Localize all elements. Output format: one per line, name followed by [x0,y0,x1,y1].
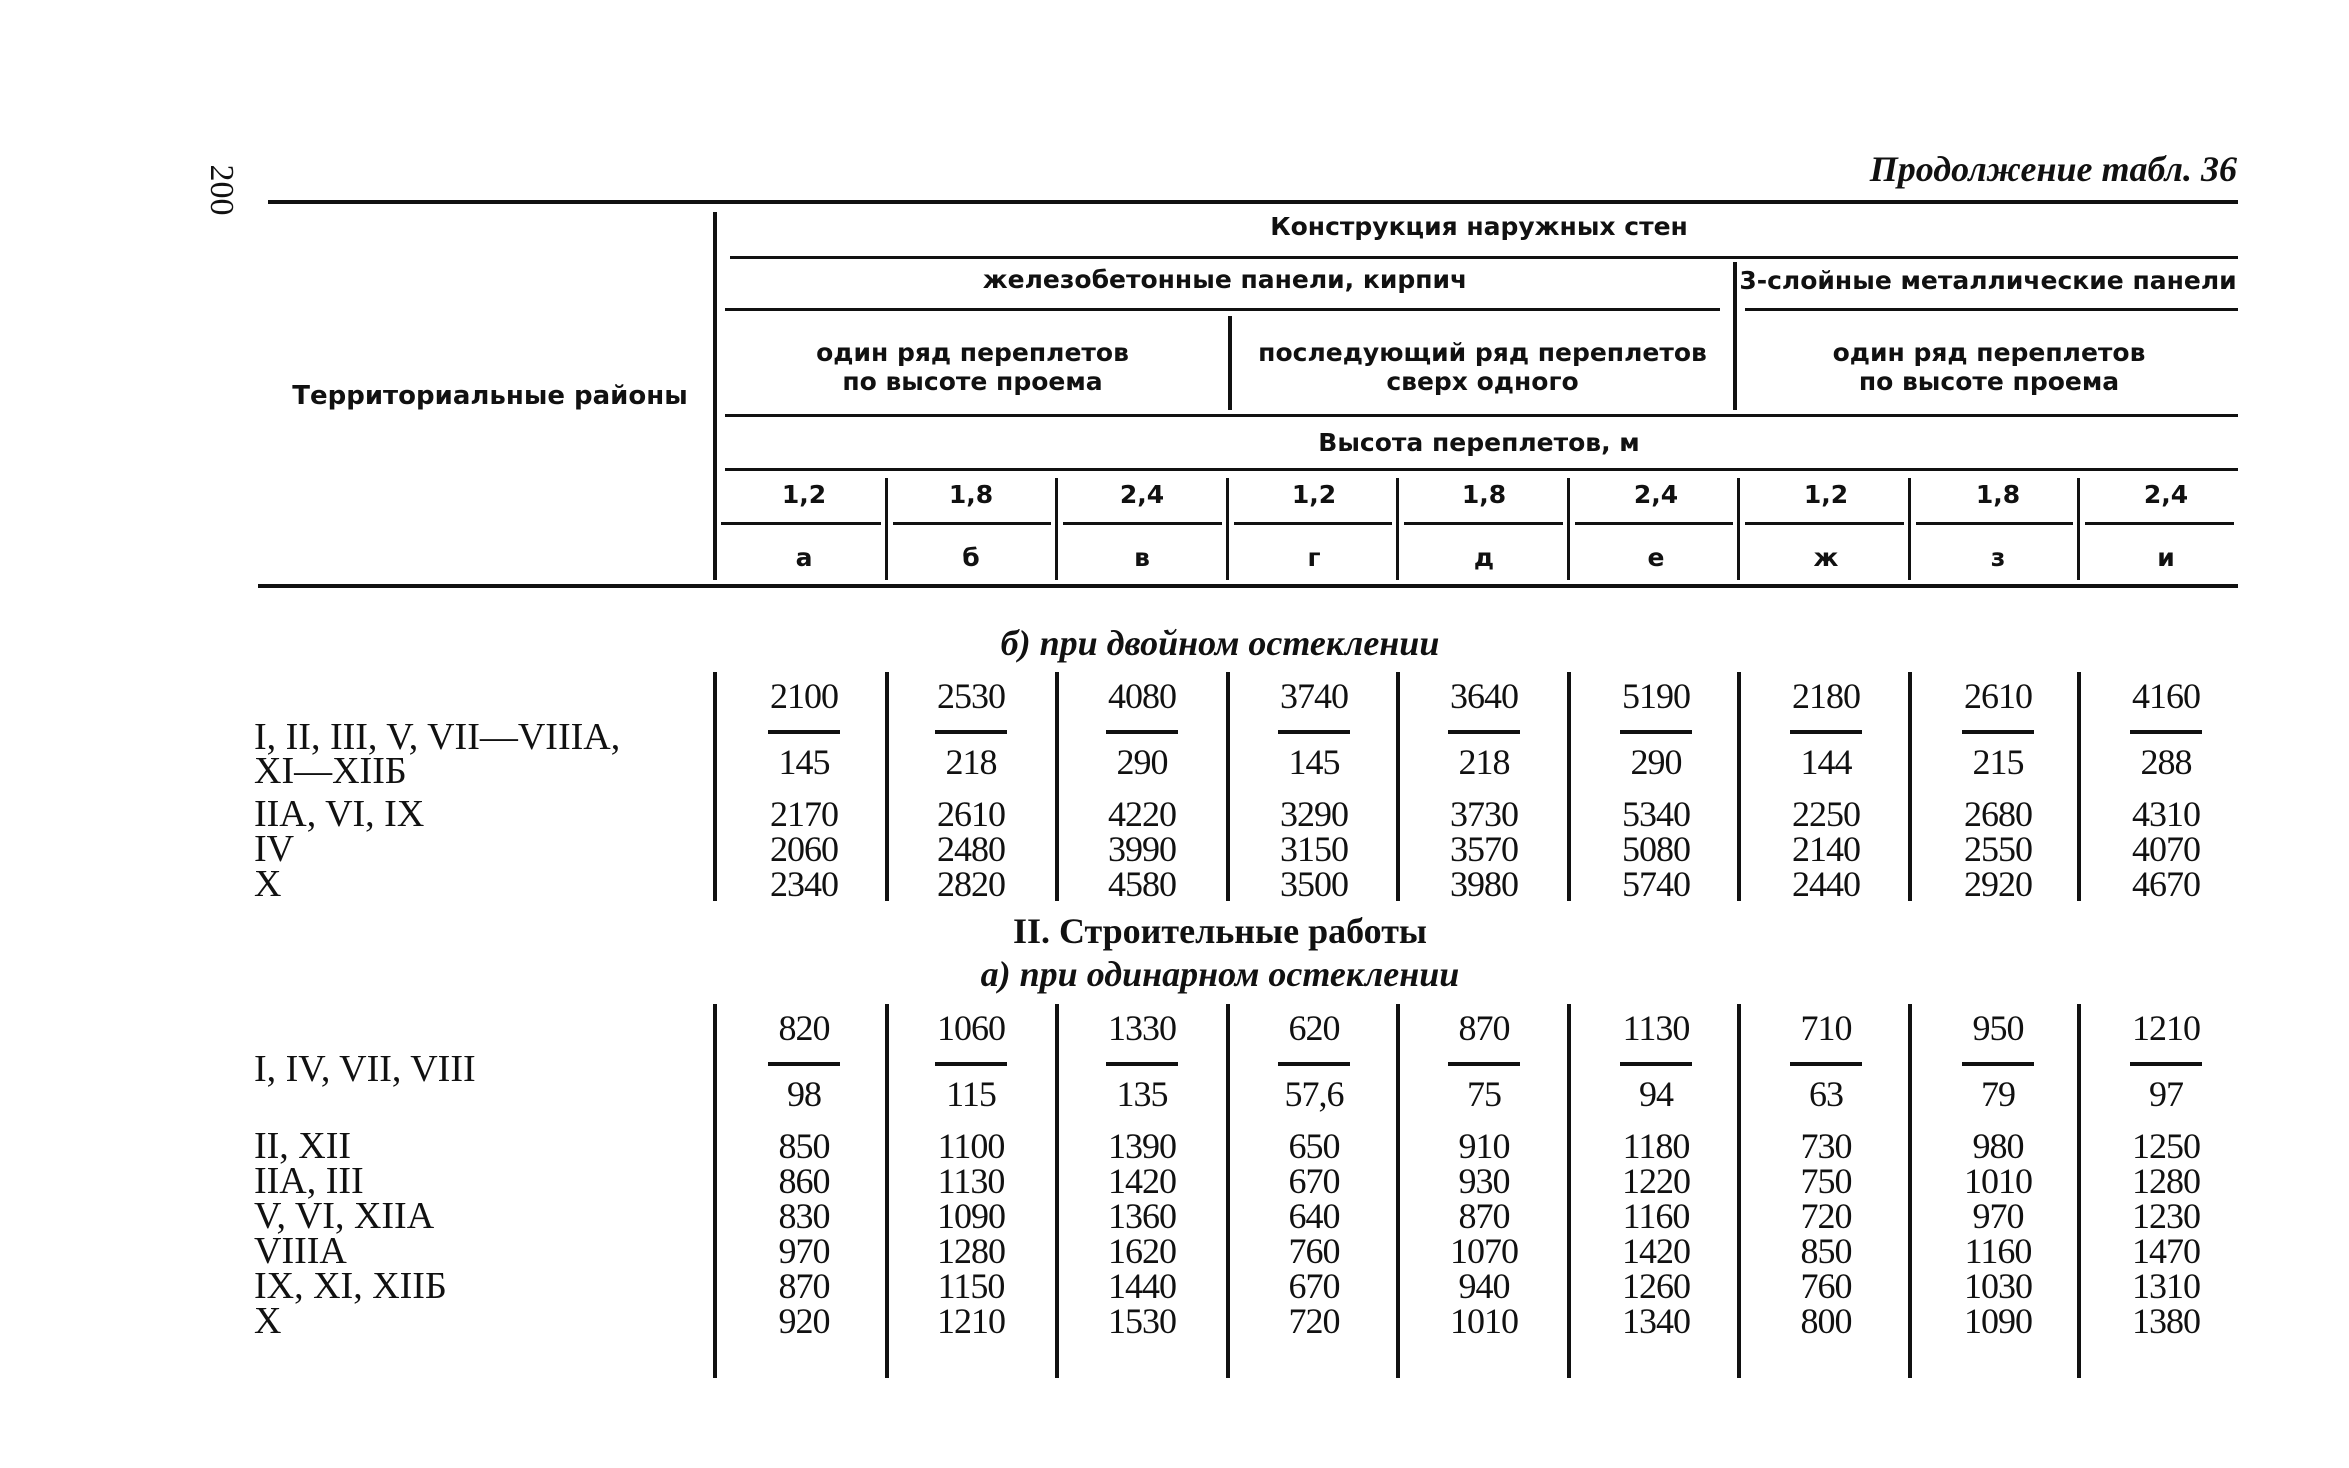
cell-value: 2440 [1792,864,1860,904]
cell-value: 1070 [1450,1231,1518,1271]
cell-value: 1340 [1622,1301,1690,1341]
column-separator [1226,672,1230,901]
header-sub-one-row-2: один ряд переплетов по высоте проема [1832,338,2146,396]
cell-denominator: 94 [1639,1074,1673,1114]
row-label: X [254,1300,282,1342]
header-letter-rule [2085,522,2234,525]
cell-value: 870 [1458,1196,1510,1236]
cell-denominator: 115 [946,1074,996,1114]
cell-value: 1250 [2132,1126,2200,1166]
cell-value: 3980 [1450,864,1518,904]
header-column-separator [1567,478,1570,580]
fraction-bar [2130,730,2202,734]
header-group-metal-panels: 3-слойные металлические панели [1739,266,2237,295]
cell-value: 1150 [937,1266,1005,1306]
cell-numerator: 1210 [2132,1008,2200,1048]
row-label: I, IV, VII, VIII [254,1048,476,1090]
cell-denominator: 218 [1458,742,1510,782]
cell-value: 980 [1972,1126,2024,1166]
cell-value: 3150 [1280,829,1348,869]
header-column-letter: е [1647,543,1665,572]
fraction-bar [1106,730,1178,734]
cell-value: 3290 [1280,794,1348,834]
header-letter-rule [1404,522,1563,525]
cell-value: 800 [1800,1301,1852,1341]
cell-value: 720 [1288,1301,1340,1341]
cell-value: 5740 [1622,864,1690,904]
row-label: IX, XI, XIIБ [254,1265,447,1307]
cell-value: 670 [1288,1266,1340,1306]
cell-value: 2550 [1964,829,2032,869]
header-height-value: 2,4 [1633,480,1679,509]
cell-value: 2480 [937,829,1005,869]
sub-separator-1 [1228,316,1232,410]
cell-value: 1420 [1108,1161,1176,1201]
cell-value: 1280 [937,1231,1005,1271]
header-height-value: 2,4 [1119,480,1165,509]
cell-value: 1380 [2132,1301,2200,1341]
cell-value: 2140 [1792,829,1860,869]
cell-value: 2920 [1964,864,2032,904]
cell-numerator: 620 [1288,1008,1340,1048]
column-separator [1908,1004,1912,1378]
cell-numerator: 5190 [1622,676,1690,716]
column-separator [1055,1004,1059,1378]
cell-value: 1030 [1964,1266,2032,1306]
cell-denominator: 290 [1116,742,1168,782]
column-separator [1567,672,1571,901]
cell-value: 640 [1288,1196,1340,1236]
header-column-letter: ж [1813,543,1839,572]
fraction-bar [1790,730,1862,734]
cell-value: 2060 [770,829,838,869]
fraction-bar [1106,1062,1178,1066]
cell-value: 650 [1288,1126,1340,1166]
cell-value: 1360 [1108,1196,1176,1236]
header-region-separator [713,212,717,580]
cell-value: 1220 [1622,1161,1690,1201]
row-label: V, VI, XIIA [254,1195,435,1237]
row-label: IIA, III [254,1160,364,1202]
cell-numerator: 2180 [1792,676,1860,716]
header-column-separator [1396,478,1399,580]
cell-value: 4220 [1108,794,1176,834]
cell-value: 870 [778,1266,830,1306]
header-letter-rule [1234,522,1392,525]
column-separator [1396,1004,1400,1378]
cell-value: 2820 [937,864,1005,904]
group-separator [1733,262,1737,410]
cell-denominator: 97 [2149,1074,2183,1114]
cell-value: 970 [778,1231,830,1271]
cell-value: 1130 [937,1161,1005,1201]
header-column-letter: з [1990,543,2006,572]
column-separator [1055,672,1059,901]
header-height-value: 1,8 [1975,480,2021,509]
cell-numerator: 2610 [1964,676,2032,716]
fraction-bar [1620,730,1692,734]
cell-denominator: 145 [1288,742,1340,782]
section-b-title: б) при двойном остеклении [1000,623,1440,663]
cell-value: 4580 [1108,864,1176,904]
cell-value: 4070 [2132,829,2200,869]
header-height-value: 1,2 [1803,480,1849,509]
cell-denominator: 218 [945,742,997,782]
header-column-separator [885,478,888,580]
cell-numerator: 2530 [937,676,1005,716]
cell-value: 760 [1800,1266,1852,1306]
cell-numerator: 1130 [1622,1008,1690,1048]
cell-value: 1420 [1622,1231,1690,1271]
cell-value: 970 [1972,1196,2024,1236]
cell-value: 1620 [1108,1231,1176,1271]
rule-group1 [725,308,1720,311]
cell-value: 1100 [937,1126,1005,1166]
cell-value: 850 [778,1126,830,1166]
cell-numerator: 4160 [2132,676,2200,716]
cell-value: 1090 [1964,1301,2032,1341]
cell-value: 1260 [1622,1266,1690,1306]
fraction-bar [1962,1062,2034,1066]
cell-denominator: 98 [787,1074,821,1114]
cell-denominator: 135 [1116,1074,1168,1114]
section-a-title: а) при одинарном остеклении [980,954,1460,994]
header-letter-rule [721,522,881,525]
fraction-bar [1448,730,1520,734]
fraction-bar [1278,730,1350,734]
header-column-letter: б [962,543,980,572]
cell-denominator: 215 [1972,742,2024,782]
cell-value: 830 [778,1196,830,1236]
cell-value: 3990 [1108,829,1176,869]
cell-value: 1160 [1622,1196,1690,1236]
header-column-separator [1737,478,1740,580]
header-letter-rule [1575,522,1733,525]
cell-value: 2250 [1792,794,1860,834]
row-label: IIA, VI, IX [254,793,425,835]
cell-value: 1280 [2132,1161,2200,1201]
rule-subs [725,414,2238,417]
rule-wall [730,256,2238,259]
cell-denominator: 144 [1800,742,1852,782]
cell-denominator: 145 [778,742,830,782]
cell-value: 3570 [1450,829,1518,869]
column-separator [1737,1004,1741,1378]
header-column-letter: г [1307,543,1321,572]
fraction-bar [935,1062,1007,1066]
fraction-bar [768,730,840,734]
continuation-label: Продолжение табл. 36 [1869,149,2237,189]
header-column-separator [1908,478,1911,580]
column-separator [2077,672,2081,901]
fraction-bar [935,730,1007,734]
cell-value: 930 [1458,1161,1510,1201]
column-separator [1567,1004,1571,1378]
cell-denominator: 290 [1630,742,1682,782]
cell-value: 2680 [1964,794,2032,834]
header-column-letter: и [2157,543,2175,572]
header-group-rc-panels: железобетонные панели, кирпич [982,265,1468,294]
column-separator [1226,1004,1230,1378]
cell-value: 1310 [2132,1266,2200,1306]
header-column-separator [1226,478,1229,580]
cell-denominator: 57,6 [1284,1074,1344,1114]
cell-value: 5080 [1622,829,1690,869]
cell-numerator: 820 [778,1008,830,1048]
cell-value: 860 [778,1161,830,1201]
header-letter-rule [1745,522,1904,525]
header-sub-subsequent-row: последующий ряд переплетов сверх одного [1258,338,1707,396]
cell-numerator: 4080 [1108,676,1176,716]
column-separator [885,1004,889,1378]
header-column-separator [1055,478,1058,580]
cell-numerator: 1060 [937,1008,1005,1048]
column-separator [1737,672,1741,901]
cell-value: 1390 [1108,1126,1176,1166]
cell-numerator: 870 [1458,1008,1510,1048]
cell-value: 850 [1800,1231,1852,1271]
cell-numerator: 3640 [1450,676,1518,716]
header-height-value: 1,2 [781,480,827,509]
cell-value: 730 [1800,1126,1852,1166]
header-column-letter: а [795,543,813,572]
cell-value: 3730 [1450,794,1518,834]
cell-numerator: 3740 [1280,676,1348,716]
header-bottom-rule [258,584,2238,588]
cell-value: 1180 [1622,1126,1690,1166]
header-column-letter: в [1134,543,1150,572]
row-label: X [254,863,282,905]
cell-value: 920 [778,1301,830,1341]
header-top-rule [268,200,2238,204]
cell-value: 1210 [937,1301,1005,1341]
header-height-value: 1,8 [948,480,994,509]
header-wall-construction: Конструкция наружных стен [1270,212,1688,241]
cell-value: 2340 [770,864,838,904]
cell-value: 1230 [2132,1196,2200,1236]
cell-numerator: 2100 [770,676,838,716]
column-separator [885,672,889,901]
column-separator [2077,1004,2081,1378]
cell-denominator: 63 [1809,1074,1843,1114]
row-label: II, XII [254,1125,352,1167]
cell-value: 1160 [1964,1231,2032,1271]
cell-value: 720 [1800,1196,1852,1236]
cell-value: 760 [1288,1231,1340,1271]
cell-value: 1010 [1964,1161,2032,1201]
header-height-value: 2,4 [2143,480,2189,509]
cell-value: 670 [1288,1161,1340,1201]
column-separator [713,1004,717,1378]
row-label: VIIIA [254,1230,347,1272]
header-column-separator [2077,478,2080,580]
cell-value: 4310 [2132,794,2200,834]
column-separator [713,672,717,901]
header-region-label: Территориальные районы [292,381,688,411]
fraction-bar [1278,1062,1350,1066]
header-letter-rule [1063,522,1222,525]
column-separator [1908,672,1912,901]
page-number: 200 [203,164,240,216]
header-sub-one-row-1: один ряд переплетов по высоте проема [816,338,1129,396]
header-letter-rule [893,522,1051,525]
cell-denominator: 288 [2140,742,2192,782]
cell-denominator: 75 [1467,1074,1501,1114]
fraction-bar [768,1062,840,1066]
cell-value: 1010 [1450,1301,1518,1341]
cell-value: 1090 [937,1196,1005,1236]
header-height-value: 1,2 [1291,480,1337,509]
row-label: I, II, III, V, VII—VIIIA, XI—XIIБ [254,716,621,792]
header-height-value: 1,8 [1461,480,1507,509]
header-column-letter: д [1473,543,1495,572]
cell-value: 1470 [2132,1231,2200,1271]
column-separator [1396,672,1400,901]
cell-numerator: 950 [1972,1008,2024,1048]
row-label: IV [254,828,295,870]
rule-height [725,468,2238,471]
cell-value: 3500 [1280,864,1348,904]
fraction-bar [1448,1062,1520,1066]
header-height-label: Высота переплетов, м [1318,428,1640,457]
cell-numerator: 1330 [1108,1008,1176,1048]
cell-value: 2170 [770,794,838,834]
cell-value: 1440 [1108,1266,1176,1306]
fraction-bar [1620,1062,1692,1066]
fraction-bar [1790,1062,1862,1066]
cell-value: 1530 [1108,1301,1176,1341]
section-II-title: II. Строительные работы [1012,911,1428,951]
rule-group2 [1745,308,2238,311]
cell-value: 5340 [1622,794,1690,834]
cell-denominator: 79 [1981,1074,2015,1114]
cell-value: 910 [1458,1126,1510,1166]
fraction-bar [1962,730,2034,734]
cell-value: 750 [1800,1161,1852,1201]
header-letter-rule [1916,522,2073,525]
cell-value: 940 [1458,1266,1510,1306]
cell-value: 4670 [2132,864,2200,904]
cell-numerator: 710 [1800,1008,1852,1048]
cell-value: 2610 [937,794,1005,834]
fraction-bar [2130,1062,2202,1066]
